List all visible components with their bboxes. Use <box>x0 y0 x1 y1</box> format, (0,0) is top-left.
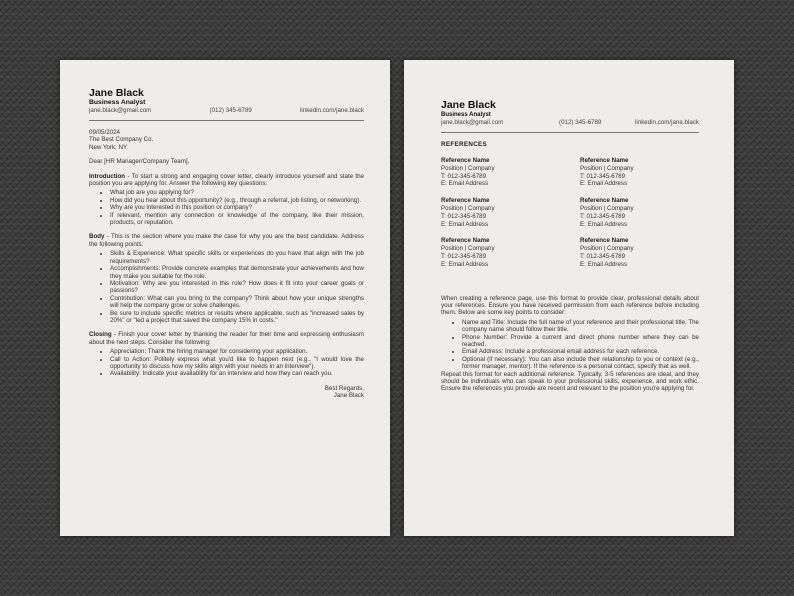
contact-row <box>441 119 699 127</box>
reference-position: Position | Company <box>441 204 495 212</box>
references-heading: REFERENCES <box>441 141 488 148</box>
reference-email: E: Email Address <box>580 220 628 228</box>
reference-name: Reference Name <box>441 237 490 245</box>
reference-name: Reference Name <box>441 197 490 205</box>
applicant-role: Business Analyst <box>89 99 146 106</box>
reference-phone: T: 012-345-6789 <box>441 252 487 260</box>
phone: (012) 345-6789 <box>209 107 252 114</box>
salutation: Dear [HR Manager/Company Team], <box>89 158 190 166</box>
references-grid <box>441 157 699 269</box>
list-item: • Email Address: Include a professional email address for each reference. <box>462 348 699 355</box>
list-item: • How did you hear about this opportunity? (e.g., through a referral, job listing, or networking). <box>110 197 364 204</box>
signature: Jane Black <box>333 392 364 400</box>
location: New York, NY <box>89 143 128 151</box>
reference-position: Position | Company <box>580 245 634 253</box>
reference-entry <box>580 157 699 188</box>
linkedin: linkedin.com/jane.black <box>300 107 364 114</box>
list-item: • Call to Action: Politely express what you'd like to happen next (e.g., "I would love the opportunity to discuss how my skills align with your needs in an interview"). <box>110 356 364 371</box>
list-item: • Phone Number: Provide a current and direct phone number where they can be reached. <box>462 334 699 349</box>
reference-email: E: Email Address <box>580 260 628 268</box>
closing-text: - Finish your cover letter by thanking the reader for their time and expressing enthusiasm about the next steps. Consider the following: <box>89 331 364 346</box>
closing-label: Closing <box>89 331 112 339</box>
references-page <box>404 60 734 536</box>
company: The Best Company Co. <box>89 136 154 144</box>
reference-entry <box>580 237 699 268</box>
divider <box>89 120 364 121</box>
intro-text: - To start a strong and engaging cover letter, clearly introduce yourself and state the position you are applying for. Answer the following key questions: <box>89 172 364 188</box>
reference-name: Reference Name <box>441 157 490 164</box>
reference-email: E: Email Address <box>441 180 489 188</box>
list-item: • Appreciation: Thank the hiring manager for considering your application. <box>110 348 364 355</box>
list-item: • If relevant, mention any connection or knowledge of the company, like their mission, products, or reputation. <box>110 212 364 227</box>
reference-phone: T: 012-345-6789 <box>580 172 626 180</box>
body-label: Body <box>89 233 105 241</box>
body-paragraph <box>89 233 364 248</box>
applicant-name: Jane Black <box>441 99 496 111</box>
reference-entry <box>441 157 580 188</box>
applicant-role: Business Analyst <box>441 112 491 118</box>
date: 09/05/2024 <box>89 129 120 136</box>
list-item: • Motivation: Why are you interested in this role? How does it fit into your career goals or passions? <box>110 280 364 295</box>
list-item: • Name and Title: Include the full name of your reference and their professional title. The company name should follow their title. <box>462 319 699 334</box>
list-item: • Be sure to include specific metrics or results where applicable, such as "increased sales by 20%" or "led a project that saved the company 15% in costs." <box>110 310 364 325</box>
list-item: • Skills & Experience: What specific skills or experiences do you have that align with the job requirements? <box>110 250 364 265</box>
references-intro: When creating a reference page, use this format to provide clear, professional details about your references. Ensure you have received permission from each reference before including them. Below are some key points to consider: <box>441 294 699 317</box>
reference-entry <box>441 237 580 268</box>
applicant-name: Jane Black <box>89 87 144 99</box>
email: jane.black@gmail.com <box>89 107 152 114</box>
reference-email: E: Email Address <box>580 180 628 188</box>
references-outro: Repeat this format for each additional reference. Typically, 3-5 references are ideal, and they should be individuals who can speak to your professional skills, experience, and work ethic. Ensure the references you provide are recent and relevant to the position you're applying for. <box>441 370 699 393</box>
reference-position: Position | Company <box>580 204 634 212</box>
closing-paragraph <box>89 331 364 346</box>
reference-position: Position | Company <box>580 164 634 172</box>
reference-name: Reference Name <box>580 157 629 164</box>
list-item: • Optional (if necessary): You can also include their relationship to you or context (e.g., former manager, mentor). If the reference is a personal contact, specify that as well. <box>462 356 699 371</box>
list-item: • What job are you applying for? <box>110 189 364 196</box>
list-item: • Accomplishments: Provide concrete examples that demonstrate your achievements and how they make you suitable for the role. <box>110 265 364 280</box>
reference-email: E: Email Address <box>441 260 489 268</box>
intro-points <box>89 189 364 226</box>
reference-name: Reference Name <box>580 197 629 205</box>
reference-position: Position | Company <box>441 164 495 172</box>
reference-entry <box>580 197 699 228</box>
cover-letter-page <box>60 60 390 536</box>
linkedin: linkedin.com/jane.black <box>635 119 699 126</box>
reference-phone: T: 012-345-6789 <box>441 212 487 220</box>
reference-entry <box>441 197 580 228</box>
signoff: Best Regards, <box>324 384 364 392</box>
closing-points <box>89 348 364 378</box>
list-item: • Why are you interested in this position or company? <box>110 204 364 211</box>
list-item: • Contribution: What can you bring to the company? Think about how your unique strengths will help the company grow or solve challenges. <box>110 295 364 310</box>
reference-phone: T: 012-345-6789 <box>580 212 626 220</box>
reference-position: Position | Company <box>441 245 495 253</box>
reference-email: E: Email Address <box>441 220 489 228</box>
signoff-block <box>89 385 364 400</box>
body-points <box>89 250 364 324</box>
reference-name: Reference Name <box>580 237 629 245</box>
divider <box>441 132 699 133</box>
reference-phone: T: 012-345-6789 <box>441 172 487 180</box>
contact-row <box>89 107 364 115</box>
email: jane.black@gmail.com <box>441 119 504 126</box>
intro-label: Introduction <box>89 172 126 180</box>
list-item: • Availability: Indicate your availability for an interview and how they can reach you. <box>110 370 364 377</box>
intro-paragraph <box>89 173 364 188</box>
references-points <box>441 319 699 371</box>
phone: (012) 345-6789 <box>559 119 602 126</box>
reference-phone: T: 012-345-6789 <box>580 252 626 260</box>
body-text: - This is the section where you make the case for why you are the best candidate. Address the following points: <box>89 233 364 248</box>
